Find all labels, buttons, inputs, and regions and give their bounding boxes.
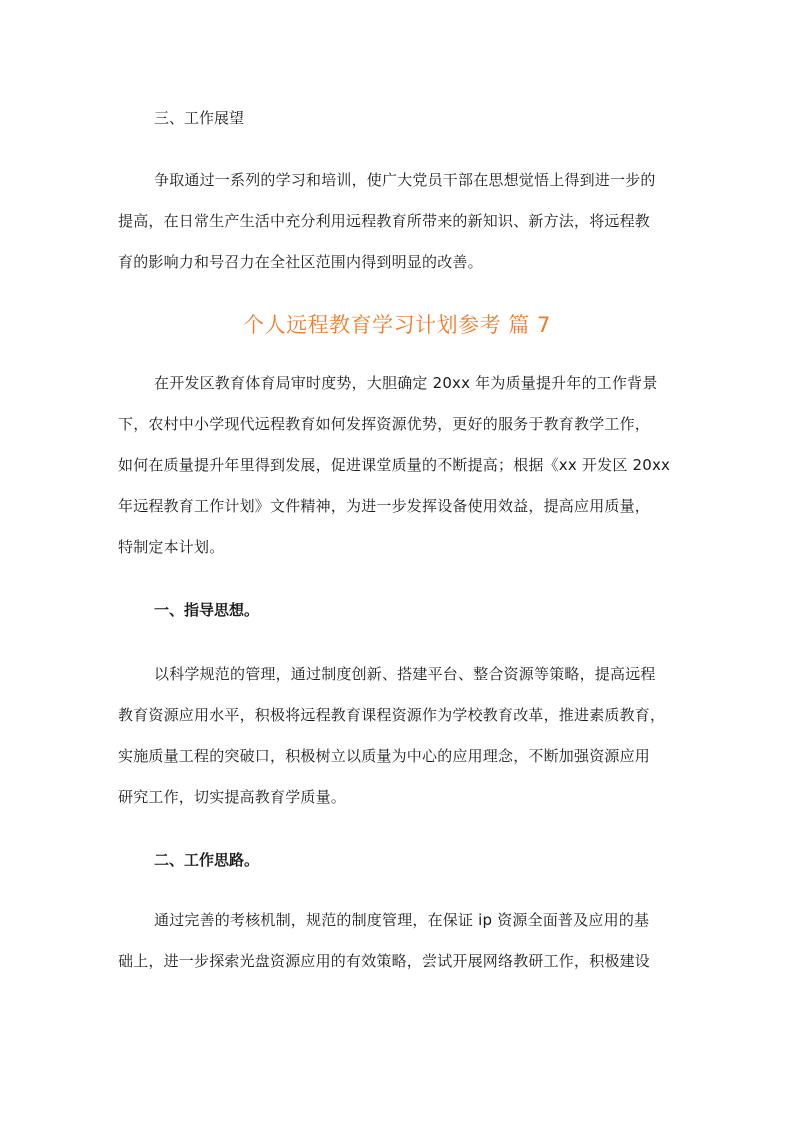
paragraph-line: 通过完善的考核机制，规范的制度管理，在保证 ip 资源全面普及应用的基 <box>154 911 650 929</box>
paragraph-line: 如何在质量提升年里得到发展，促进课堂质量的不断提高；根据《xx 开发区 20xx <box>118 456 671 474</box>
paragraph-line: 实施质量工程的突破口，积极树立以质量为中心的应用理念，不断加强资源应用 <box>118 747 651 765</box>
paragraph-line: 教育资源应用水平，积极将远程教育课程资源作为学校教育改革，推进素质教育， <box>118 706 666 724</box>
paragraph-line: 年远程教育工作计划》文件精神，为进一步发挥设备使用效益，提高应用质量， <box>118 497 651 515</box>
section-heading-work-approach: 二、工作思路。 <box>154 851 260 869</box>
section-heading-guiding-ideology: 一、指导思想。 <box>154 601 260 619</box>
paragraph-line: 争取通过一系列的学习和培训，使广大党员干部在思想觉悟上得到进一步的 <box>154 171 656 189</box>
paragraph-line: 育的影响力和号召力在全社区范围内得到明显的改善。 <box>118 253 483 271</box>
paragraph-line: 以科学规范的管理，通过制度创新、搭建平台、整合资源等策略，提高远程 <box>154 665 656 683</box>
paragraph-line: 下，农村中小学现代远程教育如何发挥资源优势，更好的服务于教育教学工作， <box>118 415 651 433</box>
paragraph-work-approach <box>118 900 678 982</box>
paragraph-line: 提高，在日常生产生活中充分利用远程教育所带来的新知识、新方法，将远程教 <box>118 212 651 230</box>
section-heading-work-outlook: 三、工作展望 <box>154 109 245 127</box>
article-title: 个人远程教育学习计划参考 篇 7 <box>243 313 551 337</box>
paragraph-work-outlook <box>118 160 678 283</box>
paragraph-guiding-ideology <box>118 654 678 818</box>
paragraph-line: 研究工作，切实提高教育学质量。 <box>118 788 347 806</box>
paragraph-line: 在开发区教育体育局审时度势，大胆确定 20xx 年为质量提升年的工作背景 <box>154 374 658 392</box>
paragraph-line: 础上，进一步探索光盘资源应用的有效策略，尝试开展网络教研工作，积极建设 <box>118 952 651 970</box>
paragraph-line: 特制定本计划。 <box>118 538 225 556</box>
paragraph-intro <box>118 363 678 568</box>
